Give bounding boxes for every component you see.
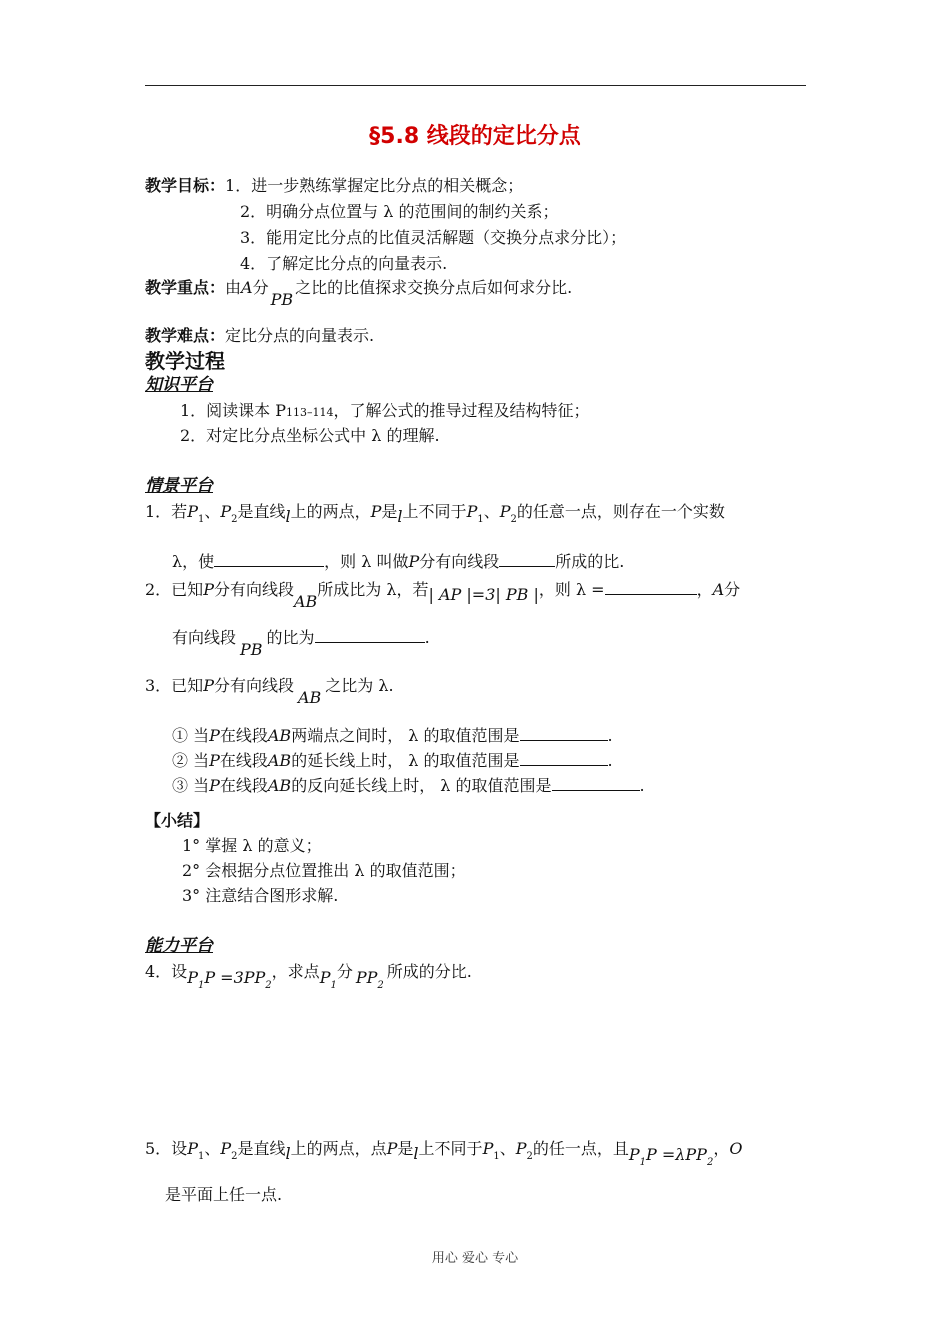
summary-item: 1° 掌握 λ 的意义； (182, 836, 322, 855)
subscript: 2 (526, 1151, 533, 1162)
math-var: P (408, 552, 420, 571)
text: 分 (252, 278, 269, 297)
text: ， (713, 1139, 730, 1158)
math-vector: $PP_2$ (355, 968, 384, 991)
math-var: P (209, 776, 220, 795)
subscript: 2 (510, 514, 517, 525)
math-var: P (515, 1139, 527, 1158)
text: 3．已知 (145, 676, 204, 695)
text: 是直线 (237, 502, 286, 521)
text: ，则 λ = (538, 580, 605, 599)
header-rule (145, 85, 806, 86)
math-var: AB (267, 726, 292, 745)
text: 所成的分比. (386, 962, 472, 981)
question-1-line-2 (172, 552, 624, 570)
text: ，求点 (271, 962, 320, 981)
text: 所成比为 λ，若 (317, 580, 429, 599)
ability-heading: 能力平台 (145, 936, 213, 956)
text: . (607, 751, 613, 770)
text: . (424, 628, 430, 647)
answer-blank[interactable] (520, 751, 608, 766)
math-var: l (285, 1144, 291, 1163)
page-title: §5.8 线段的定比分点 (369, 124, 581, 149)
text: 4．设 (145, 962, 188, 981)
text: 的任一点，且 (532, 1139, 629, 1158)
math-expression: | AP |=3| PB | (428, 585, 539, 604)
text: 上不同于 (418, 1139, 483, 1158)
summary-item: 2° 会根据分点位置推出 λ 的取值范围； (182, 861, 466, 880)
math-var: P (187, 502, 198, 521)
math-vector: AB (297, 688, 322, 707)
goals-label: 教学目标： (145, 176, 226, 195)
goal-item: 3．能用定比分点的比值灵活解题（交换分点求分比）； (240, 228, 627, 247)
math-var: l (413, 1144, 419, 1163)
math-var: P (187, 1139, 198, 1158)
question-1-line-1 (145, 502, 725, 526)
question-5-line-1 (145, 1139, 743, 1168)
text: ② 当 (172, 751, 210, 770)
text: 之比的比值探求交换分点后如何求分比. (295, 278, 573, 297)
math-var: AB (267, 751, 292, 770)
difficulty-row (145, 328, 374, 344)
text: 分有向线段 (419, 552, 500, 571)
math-var: P (370, 502, 382, 521)
question-3-case-2 (172, 751, 613, 769)
math-var: P (220, 502, 232, 521)
math-vector: AB (293, 592, 318, 611)
difficulty-text: 定比分点的向量表示. (225, 326, 375, 345)
text: 是 (397, 1139, 414, 1158)
text: 1．若 (145, 502, 188, 521)
text: 的延长线上时， λ 的取值范围是 (291, 751, 520, 770)
math-var: $P_1$ (319, 968, 337, 991)
question-3-case-3 (172, 776, 645, 794)
question-3-case-1 (172, 726, 613, 744)
math-var: O (729, 1139, 743, 1158)
math-var: P (466, 502, 478, 521)
summary-heading: 【小结】 (145, 811, 210, 830)
key-point-row (145, 278, 573, 309)
text: 在线段 (219, 776, 268, 795)
text: 在线段 (219, 751, 268, 770)
text: 由 (225, 278, 242, 297)
goals-row-1 (145, 178, 523, 194)
text: 的反向延长线上时， λ 的取值范围是 (291, 776, 552, 795)
math-vector: PB (240, 640, 263, 659)
math-var: P (386, 1139, 398, 1158)
answer-blank[interactable] (499, 552, 555, 567)
subscript: 1 (197, 514, 205, 525)
goal-item: 2．明确分点位置与 λ 的范围间的制约关系； (240, 202, 559, 221)
subscript: 1 (477, 514, 484, 525)
math-var: P (209, 751, 220, 770)
goal-item: 1．进一步熟练掌握定比分点的相关概念； (225, 176, 524, 195)
text: 两端点之间时， λ 的取值范围是 (291, 726, 520, 745)
subscript: 1 (493, 1151, 500, 1162)
question-4 (145, 962, 472, 991)
knowledge-item-2: 2．对定比分点坐标公式中 λ 的理解. (180, 426, 440, 445)
question-5-line-2: 是平面上任一点. (165, 1185, 283, 1204)
math-vector: PB (270, 290, 294, 309)
text: 分 (724, 580, 741, 599)
text: 上的两点， (290, 502, 371, 521)
math-var: P (203, 676, 214, 695)
process-heading: 教学过程 (145, 349, 225, 373)
text: 1．阅读课本 P (180, 401, 287, 420)
text: 、 (499, 1139, 516, 1158)
text: 是直线 (237, 1139, 286, 1158)
summary-item: 3° 注意结合图形求解. (182, 886, 339, 905)
text: 分 (336, 962, 353, 981)
math-var: l (397, 507, 403, 526)
goal-item: 4．了解定比分点的向量表示. (240, 254, 448, 273)
math-var: A (241, 278, 253, 297)
math-var: AB (267, 776, 292, 795)
text: ，则 λ 叫做 (324, 552, 409, 571)
text: 2．已知 (145, 580, 204, 599)
page-range: 113–114 (286, 406, 334, 419)
subscript: 1 (197, 1151, 205, 1162)
page-footer: 用心 爱心 专心 (431, 1251, 519, 1266)
text: 有向线段 (172, 628, 237, 647)
text: 是 (381, 502, 398, 521)
math-expression: $P_1P =\lambda PP_2$ (628, 1145, 714, 1168)
math-var: P (220, 1139, 232, 1158)
text: 的任意一点，则存在一个实数 (516, 502, 725, 521)
question-2-line-2 (172, 628, 430, 659)
scene-heading: 情景平台 (145, 476, 213, 496)
text: 、 (483, 502, 500, 521)
text: ① 当 (172, 726, 210, 745)
math-expression: $P_1P =3PP_2$ (187, 968, 272, 991)
text: 5．设 (145, 1139, 188, 1158)
math-var: P (482, 1139, 494, 1158)
subscript: 2 (231, 1151, 238, 1162)
answer-blank[interactable] (552, 776, 640, 791)
text: 分有向线段 (213, 580, 294, 599)
math-var: P (203, 580, 214, 599)
key-point-label: 教学重点： (145, 278, 226, 297)
answer-blank[interactable] (605, 580, 697, 595)
math-var: P (209, 726, 220, 745)
subscript: 2 (231, 514, 238, 525)
text: . (639, 776, 645, 795)
difficulty-label: 教学难点： (145, 326, 226, 345)
text: λ，使 (172, 552, 215, 571)
text: 、 (204, 1139, 221, 1158)
answer-blank[interactable] (315, 628, 425, 643)
knowledge-heading: 知识平台 (145, 375, 213, 395)
text: 分有向线段 (213, 676, 294, 695)
text: 上的两点，点 (290, 1139, 387, 1158)
answer-blank[interactable] (520, 726, 608, 741)
text: 上不同于 (402, 502, 467, 521)
text: ，了解公式的推导过程及结构特征； (333, 401, 590, 420)
text: . (607, 726, 613, 745)
text: 所成的比. (555, 552, 625, 571)
text: ③ 当 (172, 776, 210, 795)
text: 、 (204, 502, 221, 521)
math-var: A (712, 580, 725, 599)
text: 的比为 (266, 628, 315, 647)
math-var: l (285, 507, 291, 526)
question-2-line-1: 2．已知P分有向线段AB所成比为 λ，若| AP |=3| PB |，则 λ = ，A分 (145, 580, 741, 611)
question-3-line-1 (145, 676, 394, 707)
text: 之比为 λ. (325, 676, 394, 695)
answer-blank[interactable] (214, 552, 324, 567)
text: 在线段 (219, 726, 268, 745)
knowledge-item-1 (180, 403, 590, 419)
math-var: P (499, 502, 511, 521)
